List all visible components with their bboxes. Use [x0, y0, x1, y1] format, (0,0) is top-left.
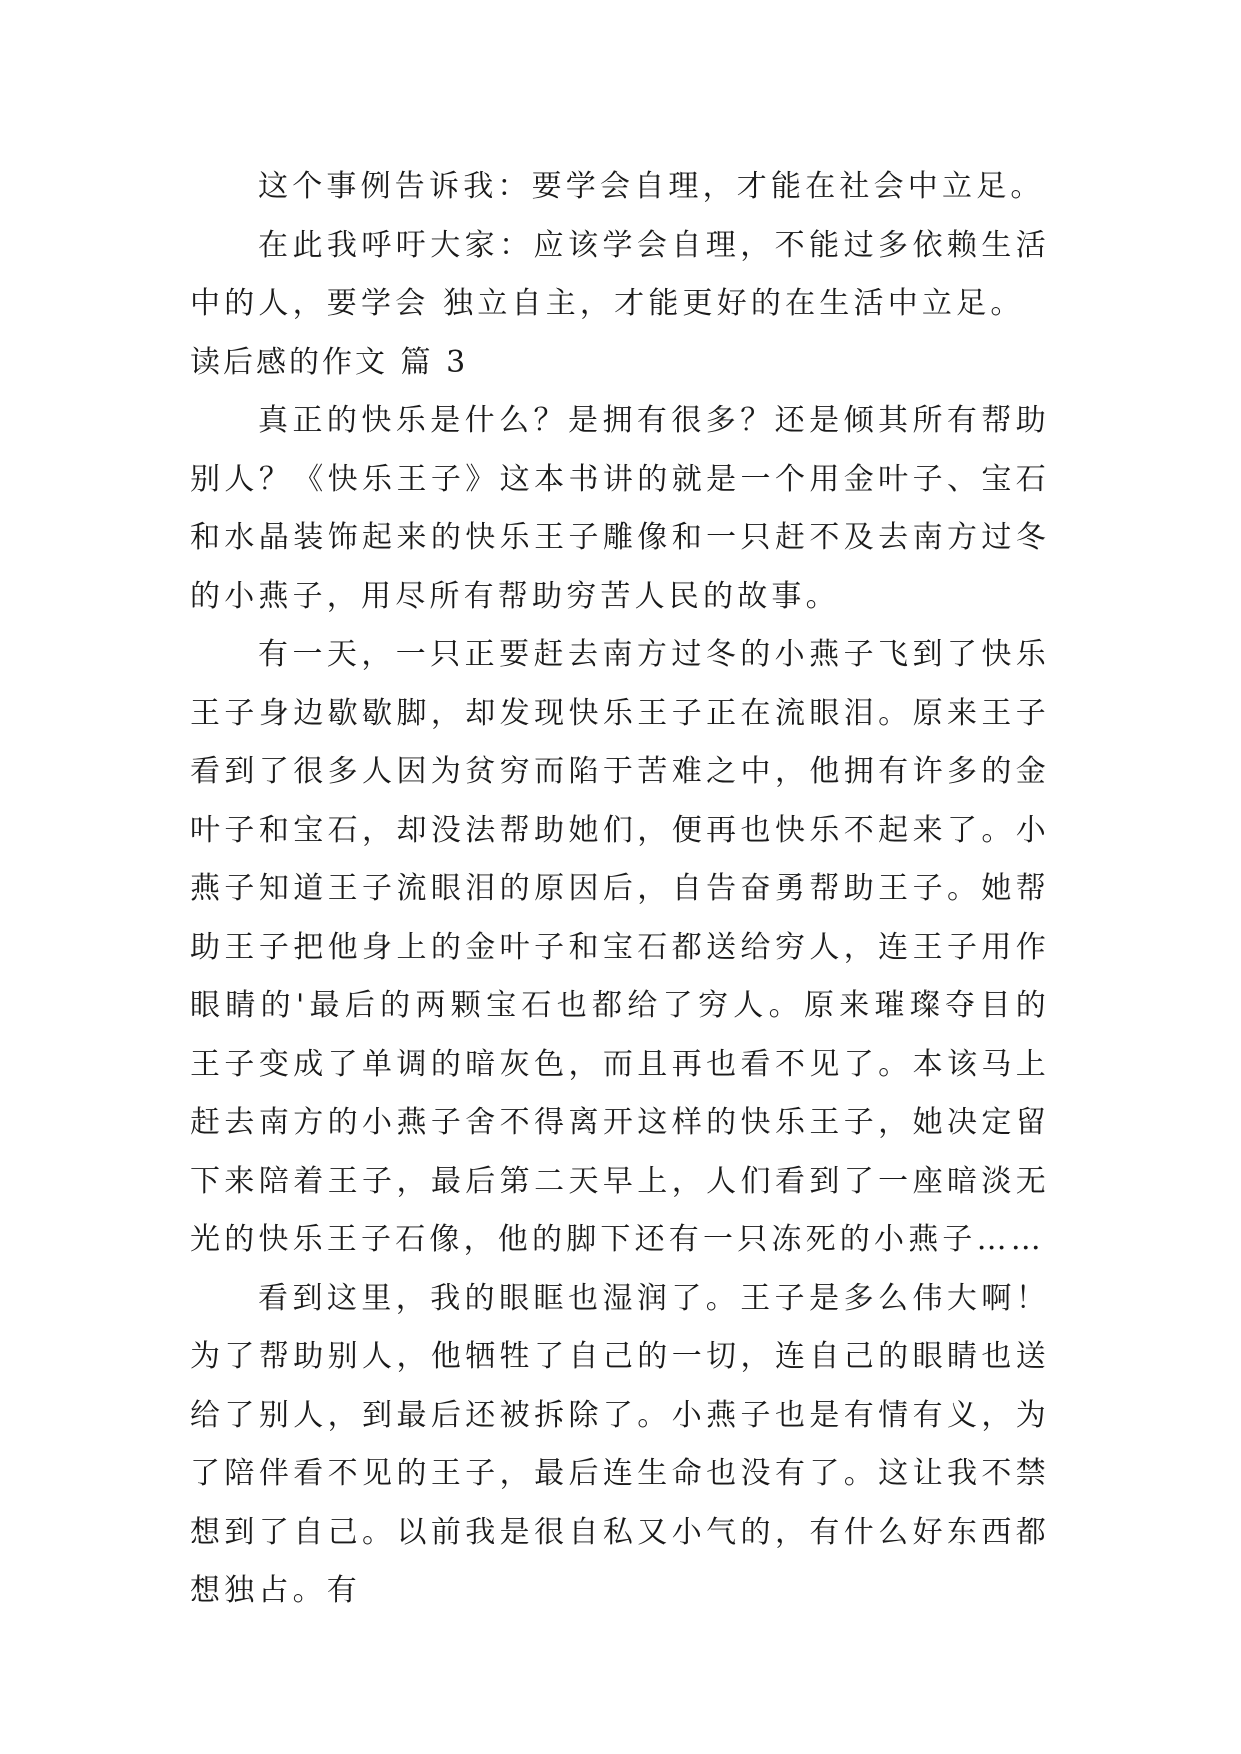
- paragraph-reflection: 看到这里，我的眼眶也湿润了。王子是多么伟大啊！为了帮助别人，他牺牲了自己的一切，连自己的眼睛也送给了别人，到最后还被拆除了。小燕子也是有情有义，为了陪伴看不见的王子，最后连生命也没有了。这让我不禁想到了自己。以前我是很自私又小气的，有什么好东西都想独占。有: [190, 1280, 1050, 1608]
- paragraph-conclusion: 这个事例告诉我：要学会自理，才能在社会中立足。: [258, 169, 1045, 204]
- paragraph-story: 有一天，一只正要赶去南方过冬的小燕子飞到了快乐王子身边歇歇脚，却发现快乐王子正在流眼泪。原来王子看到了很多人因为贫穷而陷于苦难之中，他拥有许多的金叶子和宝石，却没法帮助她们，便再也快乐不起来了。小燕子知道王子流眼泪的原因后，自告奋勇帮助王子。她帮助王子把他身上的金叶子和宝石都送给穷人，连王子用作眼睛的'最后的两颗宝石也都给了穷人。原来璀璨夺目的王子变成了单调的暗灰色，而且再也看不见了。本该马上赶去南方的小燕子舍不得离开这样的快乐王子，她决定留下来陪着王子，最后第二天早上，人们看到了一座暗淡无光的快乐王子石像，他的脚下还有一只冻死的小燕子……: [190, 637, 1050, 1257]
- section-heading: 读后感的作文 篇 3: [190, 344, 469, 380]
- document-body: [190, 158, 1050, 1621]
- paragraph-appeal: 在此我呼吁大家：应该学会自理，不能过多依赖生活中的人，要学会 独立自主，才能更好的在生活中立足。: [190, 227, 1050, 321]
- paragraph-intro: 真正的快乐是什么？是拥有很多？还是倾其所有帮助别人？《快乐王子》这本书讲的就是一个用金叶子、宝石和水晶装饰起来的快乐王子雕像和一只赶不及去南方过冬的小燕子，用尽所有帮助穷苦人民的故事。: [190, 403, 1050, 614]
